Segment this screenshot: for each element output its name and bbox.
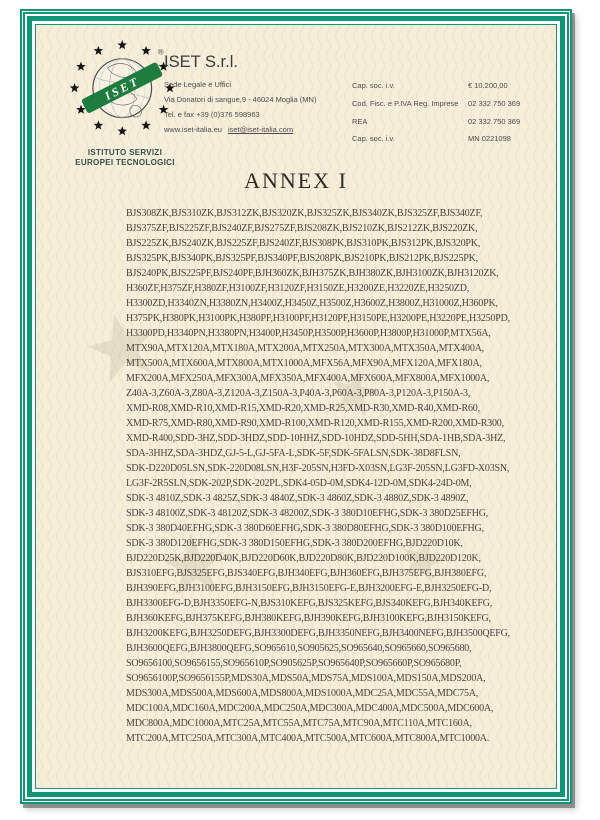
product-code-line: MTX90A,MTX120A,MTX180A,MTX200A,MTX250A,MTX300A,MTX350A,MTX400A, (126, 343, 484, 354)
border-line-2 (23, 12, 569, 801)
product-code-line: BJH3600QEFG,BJH3800QEFG,SO965610,SO905625,SO965640,SO965660,SO965680, (126, 643, 472, 654)
website-text: www.iset-italia.eu (164, 125, 222, 134)
product-code-line: MTC200A,MTC250A,MTC300A,MTC400A,MTC500A,MTC600A,MTC800A,MTC1000A. (126, 733, 490, 744)
address-block (164, 77, 316, 122)
border-line-3 (27, 16, 565, 797)
star-watermark-icon: ★ (388, 520, 458, 599)
product-code-line: BJS375ZF,BJS225ZF,BJS240ZF,BJS275ZF,BJS208ZK,BJS210ZK,BJS212ZK,BJS220ZK, (126, 223, 478, 234)
product-code-line: BJS310EFG,BJS325EFG,BJS340EFG,BJH340EFG,BJH360EFG,BJH375EFG,BJH380EFG, (126, 568, 487, 579)
registry-value: MN 0221098 (468, 134, 511, 144)
product-code-line: BJS225ZK,BJS240ZK,BJS225ZF,BJS240ZF,BJS308PK,BJS310PK,BJS312PK,BJS320PK, (126, 238, 481, 249)
product-code-line: BJS240PK,BJS225PF,BJS240PF,BJH360ZK,BJH375ZK,BJH380ZK,BJH3100ZK,BJH3120ZK, (126, 268, 499, 279)
product-code-line: SDK-D220D05LSN,SDK-220D08LSN,H3F-205SN,H3FD-X03SN,LG3F-205SN,LG3FD-X03SN, (126, 463, 510, 474)
decorative-border (20, 9, 572, 804)
address-line: Tel. e fax +39 (0)376 598963 (164, 110, 260, 119)
product-code-line: SDK-3 48100Z,SDK-3 48120Z,SDK-3 48200Z,SDK-3 380D10EFHG,SDK-3 380D25EFHG, (126, 508, 489, 519)
registry-value: 02 332 750 369 (468, 98, 521, 108)
registry-label: Cod. Fisc. e P.IVA Reg. Imprese (352, 98, 459, 108)
product-code-line: BJS325PK,BJS340PK,BJS325PF,BJS340PF,BJS208PK,BJS210PK,BJS212PK,BJS225PK, (126, 253, 478, 264)
product-code-line: XMD-R75,XMD-R80,XMD-R90,XMD-R100,XMD-R120,XMD-R155,XMD-R200,XMD-R300, (126, 418, 504, 429)
product-code-line: SDK-3 4810Z,SDK-3 4825Z,SDK-3 4840Z,SDK-3 4860Z,SDK-3 4880Z,SDK-3 4890Z, (126, 493, 469, 504)
registry-table (352, 77, 520, 148)
star-watermark-icon: ★ (71, 289, 174, 407)
product-code-line: BJH390EFG,BJH3100EFG,BJH3150EFG,BJH3150EFG-E,BJH3200EFG-E,BJH3250EFG-D, (126, 583, 492, 594)
product-code-line: H360ZF,H375ZF,H380ZF,H3100ZF,H3120ZF,H3150ZE,H3200ZE,H3220ZE,H3250ZD, (126, 283, 470, 294)
page-content (36, 25, 556, 788)
product-code-line: MTX500A,MTX600A,MTX800A,MTX1000A,MFX56A,MFX90A,MFX120A,MFX180A, (126, 358, 482, 369)
product-code-line: SDA-3HHZ,SDA-3HDZ,GJ-5-L,GJ-5FA-L,SDK-5F,SDK-5FALSN,SDK-38D8FLSN, (126, 448, 461, 459)
product-code-line: H3300ZD,H3340ZN,H3380ZN,H3400Z,H3450Z,H3500Z,H3600Z,H3800Z,H31000Z,H360PK, (126, 298, 498, 309)
product-code-line: H375PK,H380PK,H3100PK,H380PF,H3100PF,H3120PF,H3150PE,H3200PE,H3220PE,H3250PD, (126, 313, 510, 324)
registry-label: Cap. soc. i.v. (352, 134, 395, 144)
registry-row (352, 113, 520, 131)
email-link[interactable]: iset@iset-italia.com (227, 125, 294, 134)
page-title: ANNEX I (244, 168, 348, 193)
product-code-line: BJH3200KEFG,BJH3250DEFG,BJH3300DEFG,BJH3350NEFG,BJH3400NEFG,BJH3500QEFG, (126, 628, 510, 639)
registry-value: € 10.200,00 (468, 81, 508, 90)
logo-caption-line: EUROPEI TECNOLOGICI (75, 158, 175, 167)
product-code-line: SO9656100,SO9656155,SO965610P,SO905625P,SO965640P,SO965660P,SO965680P, (126, 658, 462, 669)
product-code-line: XMD-R400,SDD-3HZ,SDD-3HDZ,SDD-10HHZ,SDD-10HDZ,SDD-5HH,SDA-1HB,SDA-3HZ, (126, 433, 506, 444)
registry-row (352, 95, 520, 113)
product-code-line: MDC800A,MDC1000A,MTC25A,MTC55A,MTC75A,MTC90A,MTC110A,MTC160A, (126, 718, 472, 729)
product-code-line: MDC100A,MDC160A,MDC200A,MDC250A,MDC300A,MDC400A,MDC500A,MDC600A, (126, 703, 494, 714)
product-code-line: H3300PD,H3340PN,H3380PN,H3400P,H3450P,H3500P,H3600P,H3800P,H31000P,MTX56A, (126, 328, 491, 339)
registry-label: REA (352, 116, 368, 126)
product-code-line: MDS300A,MDS500A,MDS600A,MDS800A,MDS1000A,MDC25A,MDC55A,MDC75A, (126, 688, 479, 699)
logo-caption (50, 148, 200, 168)
border-line-4 (35, 24, 557, 789)
product-code-line: SO9656100P,SO9656155P,MDS30A,MDS50A,MDS75A,MDS100A,MDS150A,MDS200A, (126, 673, 486, 684)
product-code-line: Z40A-3,Z60A-3,Z80A-3,Z120A-3,Z150A-3,P40A-3,P60A-3,P80A-3,P120A-3,P150A-3, (126, 388, 471, 399)
logo-caption-line: ISTITUTO SERVIZI (87, 148, 163, 157)
product-code-line: XMD-R08,XMD-R10,XMD-R15,XMD-R20,XMD-R25,XMD-R30,XMD-R40,XMD-R60, (126, 403, 480, 414)
registry-value: 02 332 750 369 (468, 116, 521, 126)
registry-label: Cap. soc. i.v. (352, 81, 395, 90)
star-watermark-icon: ★ (150, 512, 237, 616)
address-line: Sede Legale e Uffici (164, 80, 231, 89)
registry-row (352, 130, 520, 148)
registered-trademark: ® (158, 47, 164, 57)
company-name: ISET S.r.l. (164, 53, 238, 71)
address-line: Via Donatori di sangue,9 - 46024 Moglia (MN) (164, 95, 317, 104)
product-code-line: MFX200A,MFX250A,MFX300A,MFX350A,MFX400A,MFX600A,MFX800A,MFX1000A, (126, 373, 490, 384)
logo-banner-text: ISET (102, 73, 143, 104)
registry-row (352, 77, 520, 95)
product-code-line: LG3F-2R5SLN,SDK-202P,SDK-202PL,SDK4-05D-0M,SDK4-12D-0M,SDK4-24D-0M, (126, 478, 472, 489)
product-code-line: BJH360KEFG,BJH375KEFG,BJH380KEFG,BJH390KEFG,BJH3100KEFG,BJH3150KEFG, (126, 613, 491, 624)
product-code-line: BJS308ZK,BJS310ZK,BJS312ZK,BJS320ZK,BJS325ZK,BJS340ZK,BJS325ZF,BJS340ZF, (126, 208, 483, 219)
product-code-list (126, 206, 510, 746)
contact-line (164, 125, 293, 134)
product-code-line: BJD220D25K,BJD220D40K,BJD220D60K,BJD220D80K,BJD220D100K,BJD220D120K, (126, 553, 481, 564)
product-code-line: BJH3300EFG-D,BJH3350EFG-N,BJS310KEFG,BJS325KEFG,BJS340KEFG,BJH340KEFG, (126, 598, 493, 609)
product-code-line: SDK-3 380D120EFHG,SDK-3 380D150EFHG,SDK-3 380D200EFHG,BJD220D10K, (126, 538, 463, 549)
product-code-line: SDK-3 380D40EFHG,SDK-3 380D60EFHG,SDK-3 380D80EFHG,SDK-3 380D100EFHG, (126, 523, 484, 534)
star-watermark-icon: ★ (320, 351, 390, 433)
